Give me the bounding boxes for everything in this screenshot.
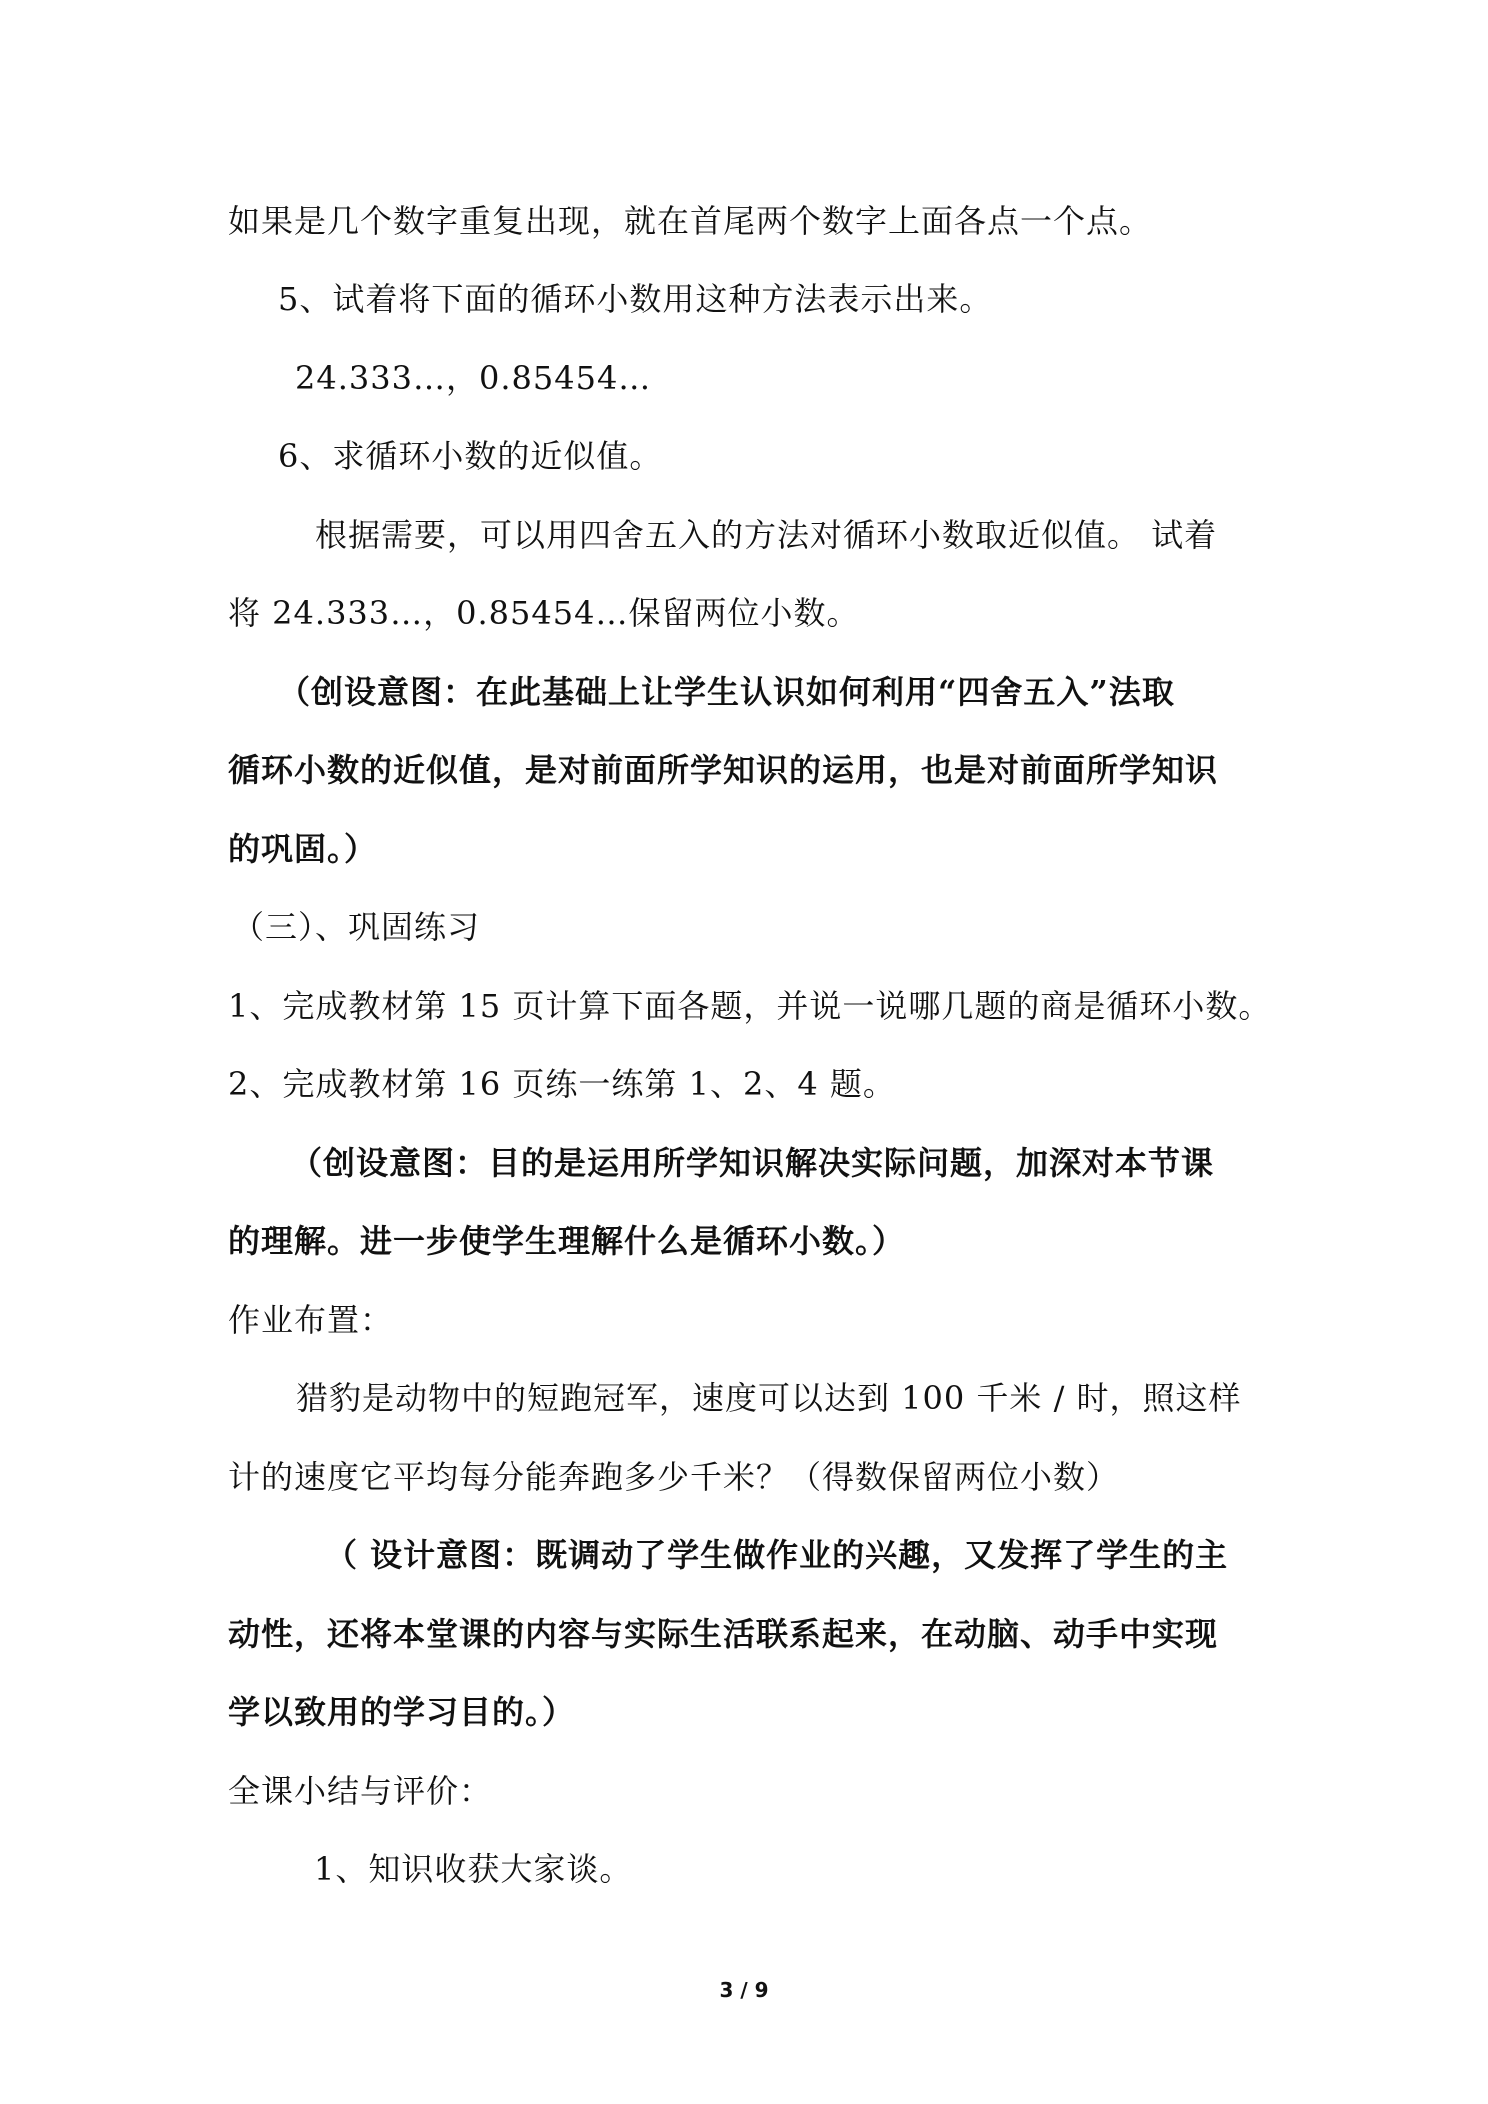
section-heading-consolidation: （三）、巩固练习 (232, 908, 481, 946)
design-intent-3-line-2: 动性，还将本堂课的内容与实际生活联系起来，在动脑、动手中实现 (228, 1615, 1219, 1653)
exercise-1: 1、完成教材第 15 页计算下面各题，并说一说哪几题的商是循环小数。 (228, 987, 1272, 1025)
page-number: 3 / 9 (719, 1978, 769, 2002)
design-intent-3-line-3: 学以致用的学习目的。） (228, 1693, 576, 1731)
design-intent-2-line-1: （创设意图：目的是运用所学知识解决实际问题，加深对本节课 (290, 1144, 1215, 1182)
item-6-heading: 6、求循环小数的近似值。 (278, 437, 663, 475)
homework-text-line-2: 计的速度它平均每分能奔跑多少千米？（得数保留两位小数） (228, 1458, 1120, 1496)
summary-item-1: 1、知识收获大家谈。 (314, 1850, 633, 1888)
paragraph-line-repeat-digits: 如果是几个数字重复出现，就在首尾两个数字上面各点一个点。 (228, 202, 1153, 240)
summary-heading: 全课小结与评价： (228, 1772, 493, 1810)
design-intent-1-line-1: （创设意图：在此基础上让学生认识如何利用“四舍五入”法取 (278, 673, 1175, 711)
example-decimals: 24.333…，0.85454… (295, 359, 652, 397)
design-intent-1-line-2: 循环小数的近似值，是对前面所学知识的运用，也是对前面所学知识 (228, 751, 1219, 789)
design-intent-1-line-3: 的巩固。） (228, 830, 378, 868)
item-5-heading: 5、试着将下面的循环小数用这种方法表示出来。 (278, 280, 993, 318)
paragraph-rounding-line-1: 根据需要，可以用四舍五入的方法对循环小数取近似值。 试着 (315, 516, 1218, 554)
exercise-2: 2、完成教材第 16 页练一练第 1、2、4 题。 (228, 1065, 896, 1103)
paragraph-rounding-line-2: 将 24.333…，0.85454…保留两位小数。 (228, 594, 860, 632)
homework-heading: 作业布置： (228, 1301, 394, 1339)
design-intent-3-line-1: （ 设计意图：既调动了学生做作业的兴趣，又发挥了学生的主 (325, 1536, 1229, 1574)
homework-text-line-1: 猎豹是动物中的短跑冠军，速度可以达到 100 千米 / 时，照这样 (296, 1379, 1242, 1417)
design-intent-2-line-2: 的理解。进一步使学生理解什么是循环小数。） (228, 1222, 906, 1260)
